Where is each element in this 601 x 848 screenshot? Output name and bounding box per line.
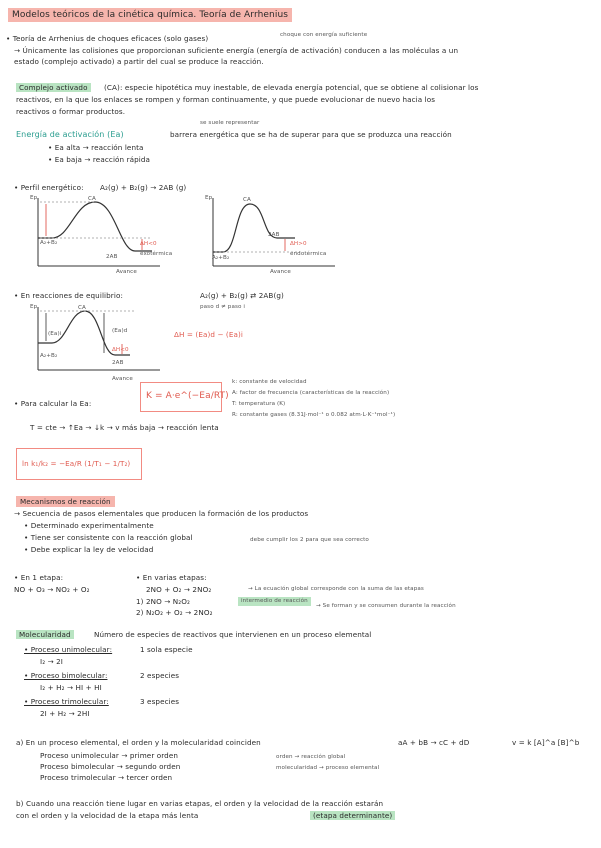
avance-label-3: Avance [112, 376, 133, 382]
colision-line3: estado (complejo activado) a partir del cual se produce la reacción. [14, 57, 264, 66]
mecanismo-b3: • Debe explicar la ley de velocidad [24, 545, 154, 554]
energia-item2: • Ea baja → reacción rápida [48, 155, 151, 164]
dh-label-2: ΔH>0 [290, 241, 307, 247]
ln-formula: ln k₁/k₂ = −Ea/R (1/T₁ − 1/T₂) [22, 459, 131, 468]
proceso-bi-e: I₂ + H₂ → HI + HI [40, 683, 102, 692]
complejo-line1: (CA): especie hipotética muy inestable, de elevada energía potencial, que se obtiene al colisionar los [104, 83, 479, 92]
mecanismo-note: debe cumplir los 2 para que sea correcto [250, 537, 369, 543]
calculo-t: T: temperatura (K) [232, 401, 286, 407]
calculo-r: R: constante gases (8.31J·mol⁻¹ o 0.082 atm·L·K⁻¹mol⁻¹) [232, 412, 396, 418]
mecanismo-line1: → Secuencia de pasos elementales que producen la formación de los productos [14, 509, 309, 518]
etapas-una-eq: NO + O₃ → NO₂ + O₂ [14, 585, 90, 594]
orden-b1: b) Cuando una reacción tiene lugar en varias etapas, el orden y la velocidad de la reacción estarán [16, 799, 384, 808]
ca-label-1: CA [88, 196, 96, 202]
ep-label-3: Ep [30, 304, 38, 310]
equilibrio-note: paso d ≠ paso i [200, 304, 246, 310]
orden-o3: Proceso trimolecular → tercer orden [40, 773, 173, 782]
proceso-uni: • Proceso unimolecular: [24, 645, 113, 654]
ep-label-2: Ep [205, 195, 213, 201]
etapas-e1: 2NO + O₂ → 2NO₂ [146, 585, 212, 594]
orden-o2: Proceso bimolecular → segundo orden [40, 762, 181, 771]
proceso-bi-r: 2 especies [140, 671, 180, 680]
endo-label: endotérmica [290, 251, 327, 257]
molecularidad-def: Número de especies de reactivos que intervienen en un proceso elemental [94, 630, 372, 639]
orden-rate: v = k [A]^a [B]^b [512, 738, 580, 747]
ea-i-label: (Ea)i [48, 331, 62, 337]
perfil-label: • Perfil energético: [14, 183, 84, 192]
equilibrio-reaction: A₂(g) + B₂(g) ⇄ 2AB(g) [200, 291, 284, 300]
ea-d-label: (Ea)d [112, 328, 128, 334]
equilibrio-formula: ΔH = (Ea)d − (Ea)i [174, 330, 243, 339]
colision-line1: • Teoría de Arrhenius de choques eficaces (solo gases) [6, 34, 209, 43]
energia-item1: • Ea alta → reacción lenta [48, 143, 144, 152]
etapas-g1: → La ecuación global corresponde con la suma de las etapas [248, 586, 424, 592]
proceso-uni-r: 1 sola especie [140, 645, 193, 654]
orden-n1: orden → reacción global [276, 754, 346, 760]
avance-label-2: Avance [270, 269, 291, 275]
dh-label-1: ΔH<0 [140, 241, 157, 247]
etapas-inter: intermedio de reacción [238, 597, 311, 606]
proceso-tri: • Proceso trimolecular: [24, 697, 109, 706]
proceso-tri-e: 2I + H₂ → 2HI [40, 709, 90, 718]
etapas-g2: → Se forman y se consumen durante la reacción [316, 603, 456, 609]
complejo-line2: reactivos, en la que los enlaces se rompen y forman continuamente, y que puede evolucionar de nuevo hacia los [16, 95, 436, 104]
complejo-note: se suele representar [200, 120, 260, 126]
calculo-a: A: factor de frecuencia (características de la reacción) [232, 390, 390, 396]
exotermic-diagram [30, 196, 173, 276]
etapas-e2: 1) 2NO → N₂O₂ [136, 597, 190, 606]
etapas-e3: 2) N₂O₂ + O₂ → 2NO₂ [136, 608, 213, 617]
productos-label-3: 2AB [112, 360, 124, 366]
exo-label: exotérmica [140, 251, 173, 257]
calculo-k: k: constante de velocidad [232, 379, 307, 385]
reactivos-label-1: A₂+B₂ [40, 240, 58, 246]
etapas-una: • En 1 etapa: [14, 573, 64, 582]
proceso-bi: • Proceso bimolecular: [24, 671, 108, 680]
proceso-tri-r: 3 especies [140, 697, 180, 706]
orden-n2: molecularidad → proceso elemental [276, 765, 380, 771]
perfil-reaction: A₂(g) + B₂(g) → 2AB (g) [100, 183, 187, 192]
complejo-line3: reactivos o formar productos. [16, 107, 126, 116]
orden-o1: Proceso unimolecular → primer orden [40, 751, 179, 760]
dh-label-3: ΔH<0 [112, 347, 129, 353]
arrhenius-formula: K = A·e^(−Ea/RT) [146, 391, 229, 401]
complejo-label: Complejo activado [16, 83, 91, 92]
page-title: Modelos teóricos de la cinética química. Teoría de Arrhenius [8, 8, 292, 22]
colision-note: choque con energía suficiente [280, 32, 368, 38]
mecanismo-b1: • Determinado experimentalmente [24, 521, 154, 530]
ca-label-2: CA [243, 197, 251, 203]
orden-a: a) En un proceso elemental, el orden y la molecularidad coinciden [16, 738, 261, 747]
mecanismo-title: Mecanismos de reacción [16, 496, 115, 507]
ep-label-1: Ep [30, 195, 38, 201]
orden-b3: (etapa determinante) [310, 811, 395, 820]
orden-b2: con el orden y la velocidad de la etapa más lenta [16, 811, 199, 820]
molecularidad-title: Molecularidad [16, 630, 74, 639]
avance-label-1: Avance [116, 269, 137, 275]
etapas-varias: • En varias etapas: [136, 573, 207, 582]
calculo-chain: T = cte → ↑Ea → ↓k → v más baja → reacción lenta [30, 423, 219, 432]
colision-line2: → Únicamente las colisiones que proporcionan suficiente energía (energía de activación) conducen a las moléculas a un [14, 46, 459, 55]
reactivos-label-2: A₂+B₂ [212, 255, 230, 261]
equilibrio-label: • En reacciones de equilibrio: [14, 291, 123, 300]
ca-label-3: CA [78, 305, 86, 311]
equilibrium-diagram [30, 305, 170, 380]
productos-label-1: 2AB [106, 254, 118, 260]
calculo-label: • Para calcular la Ea: [14, 399, 92, 408]
energia-text: barrera energética que se ha de superar para que se produzca una reacción [170, 130, 452, 139]
energia-label: Energía de activación (Ea) [16, 130, 124, 139]
productos-label-2: 2AB [268, 232, 280, 238]
mecanismo-b2: • Tiene ser consistente con la reacción global [24, 533, 193, 542]
orden-eq: aA + bB → cC + dD [398, 738, 470, 747]
proceso-uni-e: I₂ → 2I [40, 657, 63, 666]
reactivos-label-3: A₂+B₂ [40, 353, 58, 359]
